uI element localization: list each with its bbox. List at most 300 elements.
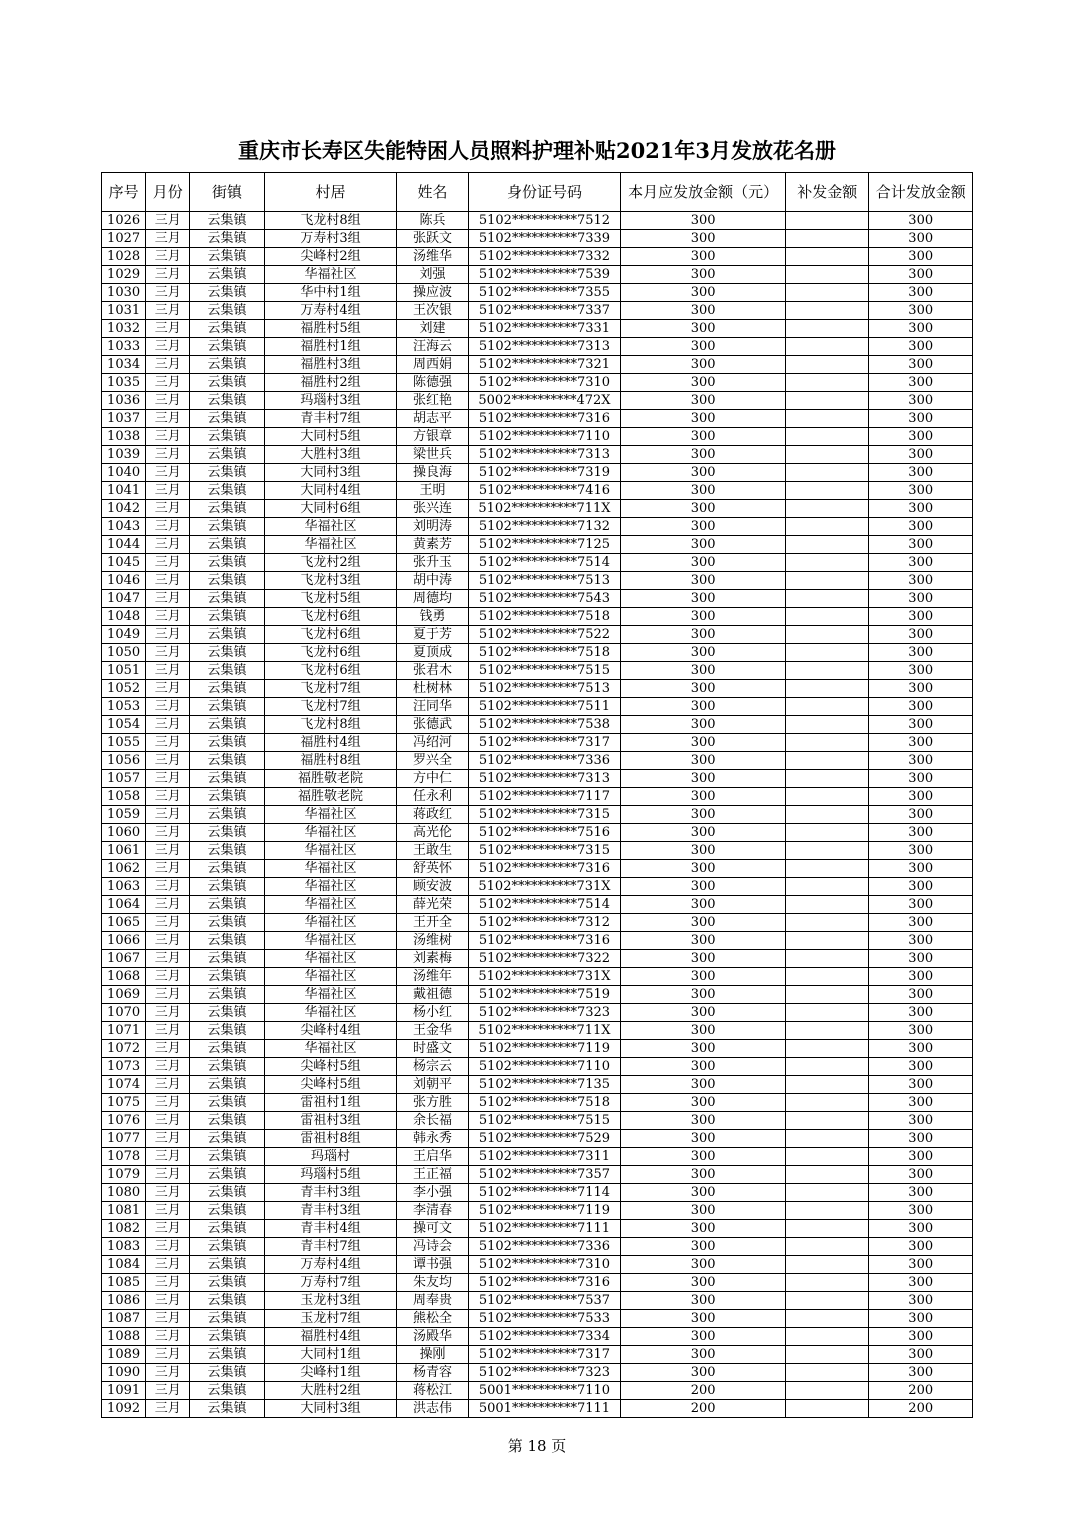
cell-id-number: 5102**********7313 (468, 338, 621, 356)
cell-total: 300 (869, 302, 973, 320)
cell-total: 300 (869, 1238, 973, 1256)
cell-id-number: 5102**********7311 (468, 1148, 621, 1166)
cell-village: 尖峰村2组 (264, 248, 397, 266)
cell-month: 三月 (146, 1166, 190, 1184)
cell-month: 三月 (146, 1220, 190, 1238)
cell-village: 华福社区 (264, 950, 397, 968)
cell-supplement (786, 752, 869, 770)
cell-total: 300 (869, 1058, 973, 1076)
cell-total: 300 (869, 1148, 973, 1166)
cell-monthly-amount: 300 (621, 842, 786, 860)
cell-month: 三月 (146, 734, 190, 752)
cell-name: 舒英怀 (397, 860, 468, 878)
cell-supplement (786, 518, 869, 536)
cell-town: 云集镇 (190, 1166, 264, 1184)
cell-total: 300 (869, 1112, 973, 1130)
table-row (102, 392, 973, 410)
cell-index: 1073 (102, 1058, 146, 1076)
cell-monthly-amount: 300 (621, 1058, 786, 1076)
cell-supplement (786, 1184, 869, 1202)
cell-supplement (786, 608, 869, 626)
cell-index: 1040 (102, 464, 146, 482)
cell-name: 刘强 (397, 266, 468, 284)
cell-id-number: 5102**********7312 (468, 914, 621, 932)
cell-name: 张君木 (397, 662, 468, 680)
cell-total: 300 (869, 230, 973, 248)
cell-id-number: 5102**********7110 (468, 428, 621, 446)
cell-supplement (786, 680, 869, 698)
cell-village: 华福社区 (264, 986, 397, 1004)
cell-village: 万寿村4组 (264, 302, 397, 320)
cell-town: 云集镇 (190, 1184, 264, 1202)
cell-index: 1057 (102, 770, 146, 788)
cell-id-number: 5102**********7316 (468, 410, 621, 428)
table-row (102, 1220, 973, 1238)
table-row (102, 986, 973, 1004)
cell-monthly-amount: 300 (621, 446, 786, 464)
cell-total: 300 (869, 1076, 973, 1094)
cell-name: 王启华 (397, 1148, 468, 1166)
cell-total: 300 (869, 518, 973, 536)
cell-town: 云集镇 (190, 284, 264, 302)
cell-village: 飞龙村3组 (264, 572, 397, 590)
col-header-id-number: 身份证号码 (468, 173, 621, 212)
cell-index: 1088 (102, 1328, 146, 1346)
cell-id-number: 5102**********7317 (468, 734, 621, 752)
cell-name: 张德武 (397, 716, 468, 734)
cell-total: 300 (869, 1004, 973, 1022)
cell-month: 三月 (146, 1022, 190, 1040)
cell-village: 福胜村2组 (264, 374, 397, 392)
cell-id-number: 5102**********7331 (468, 320, 621, 338)
cell-total: 300 (869, 842, 973, 860)
cell-id-number: 5102**********7114 (468, 1184, 621, 1202)
table-row (102, 446, 973, 464)
cell-monthly-amount: 300 (621, 374, 786, 392)
cell-supplement (786, 536, 869, 554)
cell-index: 1032 (102, 320, 146, 338)
table-row (102, 644, 973, 662)
cell-id-number: 5102**********7515 (468, 662, 621, 680)
cell-month: 三月 (146, 1004, 190, 1022)
table-row (102, 896, 973, 914)
cell-monthly-amount: 300 (621, 1202, 786, 1220)
cell-monthly-amount: 300 (621, 932, 786, 950)
cell-id-number: 5102**********711X (468, 1022, 621, 1040)
cell-monthly-amount: 300 (621, 518, 786, 536)
cell-id-number: 5102**********7519 (468, 986, 621, 1004)
table-row (102, 428, 973, 446)
cell-monthly-amount: 300 (621, 410, 786, 428)
cell-town: 云集镇 (190, 986, 264, 1004)
cell-id-number: 5102**********7518 (468, 644, 621, 662)
cell-monthly-amount: 300 (621, 698, 786, 716)
cell-total: 300 (869, 914, 973, 932)
cell-village: 福胜村5组 (264, 320, 397, 338)
col-header-total: 合计发放金额 (869, 173, 973, 212)
cell-name: 冯绍河 (397, 734, 468, 752)
cell-town: 云集镇 (190, 734, 264, 752)
table-row (102, 1256, 973, 1274)
cell-index: 1081 (102, 1202, 146, 1220)
cell-index: 1083 (102, 1238, 146, 1256)
cell-village: 福胜敬老院 (264, 770, 397, 788)
roster-table (101, 172, 973, 1418)
cell-monthly-amount: 300 (621, 590, 786, 608)
cell-id-number: 5001**********7111 (468, 1400, 621, 1418)
cell-monthly-amount: 300 (621, 1292, 786, 1310)
cell-total: 300 (869, 446, 973, 464)
cell-monthly-amount: 300 (621, 1328, 786, 1346)
cell-village: 飞龙村8组 (264, 212, 397, 230)
cell-total: 300 (869, 572, 973, 590)
cell-name: 张兴连 (397, 500, 468, 518)
cell-supplement (786, 554, 869, 572)
cell-name: 汤殿华 (397, 1328, 468, 1346)
table-row (102, 536, 973, 554)
cell-index: 1031 (102, 302, 146, 320)
cell-total: 300 (869, 608, 973, 626)
table-row (102, 950, 973, 968)
cell-town: 云集镇 (190, 968, 264, 986)
cell-month: 三月 (146, 698, 190, 716)
cell-monthly-amount: 300 (621, 788, 786, 806)
cell-supplement (786, 392, 869, 410)
cell-name: 蒋政红 (397, 806, 468, 824)
cell-town: 云集镇 (190, 1328, 264, 1346)
cell-village: 大胜村3组 (264, 446, 397, 464)
cell-total: 300 (869, 662, 973, 680)
table-row (102, 1076, 973, 1094)
cell-village: 青丰村4组 (264, 1220, 397, 1238)
cell-id-number: 5102**********7511 (468, 698, 621, 716)
cell-supplement (786, 572, 869, 590)
cell-town: 云集镇 (190, 860, 264, 878)
cell-index: 1056 (102, 752, 146, 770)
cell-name: 梁世兵 (397, 446, 468, 464)
cell-name: 王金华 (397, 1022, 468, 1040)
cell-index: 1035 (102, 374, 146, 392)
cell-village: 福胜村4组 (264, 1328, 397, 1346)
cell-supplement (786, 968, 869, 986)
cell-month: 三月 (146, 374, 190, 392)
cell-supplement (786, 1202, 869, 1220)
cell-month: 三月 (146, 230, 190, 248)
cell-month: 三月 (146, 572, 190, 590)
cell-supplement (786, 824, 869, 842)
cell-month: 三月 (146, 986, 190, 1004)
cell-supplement (786, 932, 869, 950)
cell-town: 云集镇 (190, 320, 264, 338)
cell-village: 雷祖村1组 (264, 1094, 397, 1112)
cell-month: 三月 (146, 1130, 190, 1148)
cell-name: 王开全 (397, 914, 468, 932)
cell-name: 李小强 (397, 1184, 468, 1202)
cell-id-number: 5102**********7339 (468, 230, 621, 248)
cell-total: 300 (869, 266, 973, 284)
cell-index: 1037 (102, 410, 146, 428)
cell-town: 云集镇 (190, 1310, 264, 1328)
cell-month: 三月 (146, 608, 190, 626)
cell-month: 三月 (146, 1382, 190, 1400)
cell-id-number: 5102**********7313 (468, 770, 621, 788)
cell-index: 1059 (102, 806, 146, 824)
cell-supplement (786, 338, 869, 356)
cell-name: 任永利 (397, 788, 468, 806)
cell-total: 200 (869, 1382, 973, 1400)
cell-index: 1054 (102, 716, 146, 734)
cell-monthly-amount: 300 (621, 1184, 786, 1202)
cell-monthly-amount: 300 (621, 428, 786, 446)
cell-supplement (786, 1148, 869, 1166)
cell-name: 张方胜 (397, 1094, 468, 1112)
cell-name: 刘明涛 (397, 518, 468, 536)
cell-index: 1028 (102, 248, 146, 266)
cell-index: 1075 (102, 1094, 146, 1112)
cell-name: 陈德强 (397, 374, 468, 392)
cell-supplement (786, 878, 869, 896)
cell-id-number: 5102**********7538 (468, 716, 621, 734)
cell-index: 1051 (102, 662, 146, 680)
cell-supplement (786, 212, 869, 230)
table-row (102, 572, 973, 590)
cell-name: 顾安波 (397, 878, 468, 896)
cell-supplement (786, 914, 869, 932)
cell-id-number: 5102**********7316 (468, 860, 621, 878)
cell-index: 1082 (102, 1220, 146, 1238)
cell-total: 300 (869, 626, 973, 644)
cell-id-number: 5102**********7537 (468, 1292, 621, 1310)
cell-id-number: 5102**********7316 (468, 1274, 621, 1292)
table-row (102, 1094, 973, 1112)
cell-monthly-amount: 300 (621, 1130, 786, 1148)
cell-village: 华福社区 (264, 1040, 397, 1058)
cell-village: 华福社区 (264, 896, 397, 914)
cell-monthly-amount: 300 (621, 482, 786, 500)
table-row (102, 680, 973, 698)
cell-total: 300 (869, 428, 973, 446)
cell-total: 300 (869, 752, 973, 770)
cell-index: 1071 (102, 1022, 146, 1040)
cell-village: 华福社区 (264, 968, 397, 986)
table-row (102, 1058, 973, 1076)
table-row (102, 1148, 973, 1166)
cell-id-number: 5102**********7315 (468, 842, 621, 860)
cell-total: 300 (869, 1256, 973, 1274)
cell-town: 云集镇 (190, 1238, 264, 1256)
cell-village: 飞龙村7组 (264, 680, 397, 698)
cell-town: 云集镇 (190, 1292, 264, 1310)
cell-index: 1069 (102, 986, 146, 1004)
cell-id-number: 5102**********7513 (468, 572, 621, 590)
cell-village: 玛瑙村3组 (264, 392, 397, 410)
cell-town: 云集镇 (190, 248, 264, 266)
cell-village: 玛瑙村5组 (264, 1166, 397, 1184)
cell-town: 云集镇 (190, 698, 264, 716)
cell-village: 青丰村7组 (264, 1238, 397, 1256)
document-title: 重庆市长寿区失能特困人员照料护理补贴2021年3月发放花名册 (237, 138, 837, 163)
col-header-village: 村居 (264, 173, 397, 212)
cell-town: 云集镇 (190, 464, 264, 482)
cell-month: 三月 (146, 500, 190, 518)
cell-village: 大同村6组 (264, 500, 397, 518)
cell-town: 云集镇 (190, 500, 264, 518)
cell-monthly-amount: 300 (621, 572, 786, 590)
cell-id-number: 5102**********7119 (468, 1040, 621, 1058)
cell-village: 尖峰村5组 (264, 1058, 397, 1076)
cell-total: 300 (869, 392, 973, 410)
table-row (102, 374, 973, 392)
table-row (102, 212, 973, 230)
cell-supplement (786, 446, 869, 464)
cell-index: 1091 (102, 1382, 146, 1400)
cell-name: 张红艳 (397, 392, 468, 410)
cell-month: 三月 (146, 392, 190, 410)
cell-total: 300 (869, 536, 973, 554)
cell-name: 王正福 (397, 1166, 468, 1184)
cell-monthly-amount: 300 (621, 734, 786, 752)
cell-month: 三月 (146, 806, 190, 824)
cell-name: 李清春 (397, 1202, 468, 1220)
cell-name: 朱友均 (397, 1274, 468, 1292)
cell-name: 张跃文 (397, 230, 468, 248)
roster-body (102, 212, 973, 1418)
table-row (102, 860, 973, 878)
cell-month: 三月 (146, 968, 190, 986)
cell-total: 300 (869, 1274, 973, 1292)
cell-id-number: 5102**********7533 (468, 1310, 621, 1328)
cell-month: 三月 (146, 1274, 190, 1292)
cell-month: 三月 (146, 1310, 190, 1328)
cell-monthly-amount: 300 (621, 1346, 786, 1364)
cell-total: 300 (869, 374, 973, 392)
cell-total: 300 (869, 500, 973, 518)
cell-total: 300 (869, 464, 973, 482)
cell-id-number: 5102**********7514 (468, 896, 621, 914)
cell-name: 刘朝平 (397, 1076, 468, 1094)
cell-name: 杨青容 (397, 1364, 468, 1382)
table-row (102, 752, 973, 770)
table-row (102, 734, 973, 752)
cell-town: 云集镇 (190, 716, 264, 734)
table-row (102, 230, 973, 248)
cell-total: 300 (869, 1166, 973, 1184)
cell-name: 操应波 (397, 284, 468, 302)
cell-month: 三月 (146, 770, 190, 788)
cell-month: 三月 (146, 338, 190, 356)
cell-town: 云集镇 (190, 590, 264, 608)
cell-town: 云集镇 (190, 518, 264, 536)
cell-supplement (786, 1004, 869, 1022)
cell-supplement (786, 1040, 869, 1058)
cell-village: 福胜村1组 (264, 338, 397, 356)
cell-index: 1043 (102, 518, 146, 536)
cell-name: 洪志伟 (397, 1400, 468, 1418)
cell-total: 300 (869, 1220, 973, 1238)
cell-town: 云集镇 (190, 1004, 264, 1022)
cell-month: 三月 (146, 1346, 190, 1364)
cell-monthly-amount: 200 (621, 1400, 786, 1418)
cell-town: 云集镇 (190, 1256, 264, 1274)
table-row (102, 968, 973, 986)
cell-town: 云集镇 (190, 824, 264, 842)
cell-supplement (786, 356, 869, 374)
cell-month: 三月 (146, 428, 190, 446)
cell-monthly-amount: 300 (621, 1076, 786, 1094)
cell-name: 熊松全 (397, 1310, 468, 1328)
cell-monthly-amount: 300 (621, 716, 786, 734)
cell-month: 三月 (146, 716, 190, 734)
cell-id-number: 5102**********7321 (468, 356, 621, 374)
cell-monthly-amount: 300 (621, 806, 786, 824)
cell-index: 1060 (102, 824, 146, 842)
cell-village: 华福社区 (264, 932, 397, 950)
cell-month: 三月 (146, 860, 190, 878)
cell-supplement (786, 464, 869, 482)
cell-supplement (786, 1274, 869, 1292)
table-row (102, 1274, 973, 1292)
cell-name: 汪同华 (397, 698, 468, 716)
cell-monthly-amount: 300 (621, 1238, 786, 1256)
cell-month: 三月 (146, 1364, 190, 1382)
cell-id-number: 5102**********7310 (468, 1256, 621, 1274)
cell-index: 1049 (102, 626, 146, 644)
cell-index: 1063 (102, 878, 146, 896)
cell-village: 大同村1组 (264, 1346, 397, 1364)
cell-total: 300 (869, 860, 973, 878)
cell-name: 戴祖德 (397, 986, 468, 1004)
cell-id-number: 5102**********7337 (468, 302, 621, 320)
cell-total: 300 (869, 1328, 973, 1346)
cell-village: 福胜敬老院 (264, 788, 397, 806)
cell-name: 蒋松江 (397, 1382, 468, 1400)
cell-name: 周德均 (397, 590, 468, 608)
table-row (102, 1346, 973, 1364)
cell-month: 三月 (146, 1292, 190, 1310)
cell-supplement (786, 662, 869, 680)
cell-monthly-amount: 300 (621, 356, 786, 374)
cell-id-number: 5102**********7518 (468, 1094, 621, 1112)
cell-id-number: 5102**********7119 (468, 1202, 621, 1220)
cell-month: 三月 (146, 788, 190, 806)
cell-village: 雷祖村3组 (264, 1112, 397, 1130)
cell-supplement (786, 788, 869, 806)
cell-supplement (786, 302, 869, 320)
cell-id-number: 5102**********7310 (468, 374, 621, 392)
cell-id-number: 5102**********7334 (468, 1328, 621, 1346)
cell-town: 云集镇 (190, 374, 264, 392)
cell-name: 方中仁 (397, 770, 468, 788)
cell-total: 300 (869, 1184, 973, 1202)
col-header-monthly-amount: 本月应发放金额（元） (621, 173, 786, 212)
table-row (102, 302, 973, 320)
cell-supplement (786, 806, 869, 824)
cell-village: 万寿村4组 (264, 1256, 397, 1274)
cell-village: 飞龙村6组 (264, 626, 397, 644)
cell-month: 三月 (146, 680, 190, 698)
cell-supplement (786, 1382, 869, 1400)
cell-name: 操可文 (397, 1220, 468, 1238)
cell-town: 云集镇 (190, 878, 264, 896)
table-row (102, 1400, 973, 1418)
cell-total: 300 (869, 590, 973, 608)
cell-supplement (786, 248, 869, 266)
cell-town: 云集镇 (190, 1094, 264, 1112)
header-row (102, 173, 973, 212)
cell-index: 1078 (102, 1148, 146, 1166)
cell-month: 三月 (146, 1238, 190, 1256)
cell-name: 周奉贵 (397, 1292, 468, 1310)
